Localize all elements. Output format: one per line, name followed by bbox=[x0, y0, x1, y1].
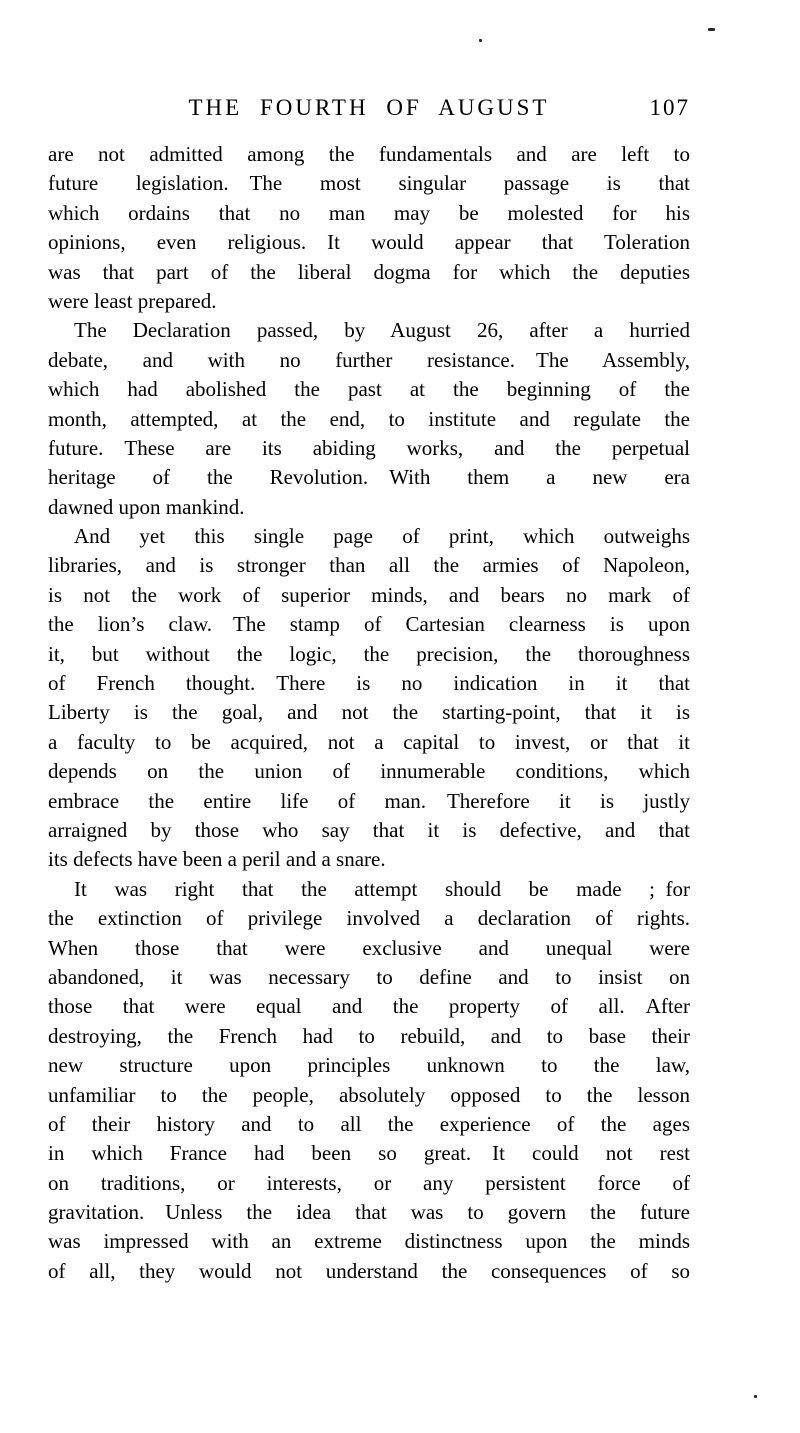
text-line: on traditions, or interests, or any persistent force of bbox=[48, 1170, 690, 1195]
text-line: arraigned by those who say that it is defective, and that bbox=[48, 817, 690, 842]
text-line: future. These are its abiding works, and the perpetual bbox=[48, 435, 690, 460]
text-line: Liberty is the goal, and not the starting-point, that it is bbox=[48, 700, 690, 725]
text-line: When those that were exclusive and unequal were bbox=[48, 935, 690, 960]
text-line: was impressed with an extreme distinctness upon the minds bbox=[48, 1229, 690, 1254]
text-line: in which France had been so great. It could not rest bbox=[48, 1141, 690, 1166]
text-line: heritage of the Revolution. With them a new era bbox=[48, 465, 690, 490]
text-line: it, but without the logic, the precision, the thoroughness bbox=[48, 641, 690, 666]
text-line: debate, and with no further resistance. The Assembly, bbox=[48, 347, 690, 372]
text-line: was that part of the liberal dogma for which the deputies bbox=[48, 259, 690, 284]
text-line: new structure upon principles unknown to the law, bbox=[48, 1053, 690, 1078]
text-line: depends on the union of innumerable conditions, which bbox=[48, 759, 690, 784]
paragraph-3 bbox=[48, 522, 690, 875]
paragraph-2 bbox=[48, 316, 690, 522]
text-line: destroying, the French had to rebuild, and to base their bbox=[48, 1023, 690, 1048]
text-line: embrace the entire life of man. Therefore it is justly bbox=[48, 788, 690, 813]
scan-speck bbox=[479, 39, 482, 42]
text-line: those that were equal and the property of all. After bbox=[48, 994, 690, 1019]
text-line: are not admitted among the fundamentals and are left to bbox=[48, 142, 690, 166]
scan-speck bbox=[754, 1395, 757, 1398]
text-line: It was right that the attempt should be made ; for bbox=[74, 876, 690, 901]
text-line: And yet this single page of print, which outweighs bbox=[74, 524, 690, 549]
text-line: which had abolished the past at the beginning of the bbox=[48, 377, 690, 402]
page-number: 107 bbox=[649, 95, 690, 120]
text-line: abandoned, it was necessary to define and to insist on bbox=[48, 964, 690, 989]
text-line: which ordains that no man may be molested for his bbox=[48, 200, 690, 225]
text-line: were least prepared. bbox=[48, 288, 217, 313]
text-line: opinions, even religious. It would appear that Toleration bbox=[48, 230, 690, 255]
paragraph-1 bbox=[48, 140, 690, 316]
text-line: unfamiliar to the people, absolutely opposed to the lesson bbox=[48, 1082, 690, 1107]
page-header bbox=[48, 93, 690, 125]
text-line: a faculty to be acquired, not a capital to invest, or that it bbox=[48, 729, 690, 754]
text-line: libraries, and is stronger than all the armies of Napoleon, bbox=[48, 553, 690, 578]
scan-speck bbox=[708, 28, 715, 31]
text-line: is not the work of superior minds, and bears no mark of bbox=[48, 582, 690, 607]
text-line: the lion’s claw. The stamp of Cartesian clearness is upon bbox=[48, 612, 690, 637]
text-line: its defects have been a peril and a snare. bbox=[48, 847, 386, 872]
text-line: The Declaration passed, by August 26, after a hurried bbox=[74, 318, 690, 343]
text-line: of their history and to all the experience of the ages bbox=[48, 1111, 690, 1136]
text-line: month, attempted, at the end, to institute and regulate the bbox=[48, 406, 690, 431]
text-line: dawned upon mankind. bbox=[48, 494, 245, 519]
text-line: gravitation. Unless the idea that was to govern the future bbox=[48, 1200, 690, 1225]
text-line: the extinction of privilege involved a declaration of rights. bbox=[48, 906, 690, 931]
text-line: future legislation. The most singular passage is that bbox=[48, 171, 690, 196]
running-title: THE FOURTH OF AUGUST bbox=[188, 95, 550, 120]
text-line: of all, they would not understand the consequences of so bbox=[48, 1258, 690, 1283]
page-text-block bbox=[48, 140, 690, 1286]
text-line: of French thought. There is no indication in it that bbox=[48, 671, 690, 696]
paragraph-4 bbox=[48, 875, 690, 1286]
